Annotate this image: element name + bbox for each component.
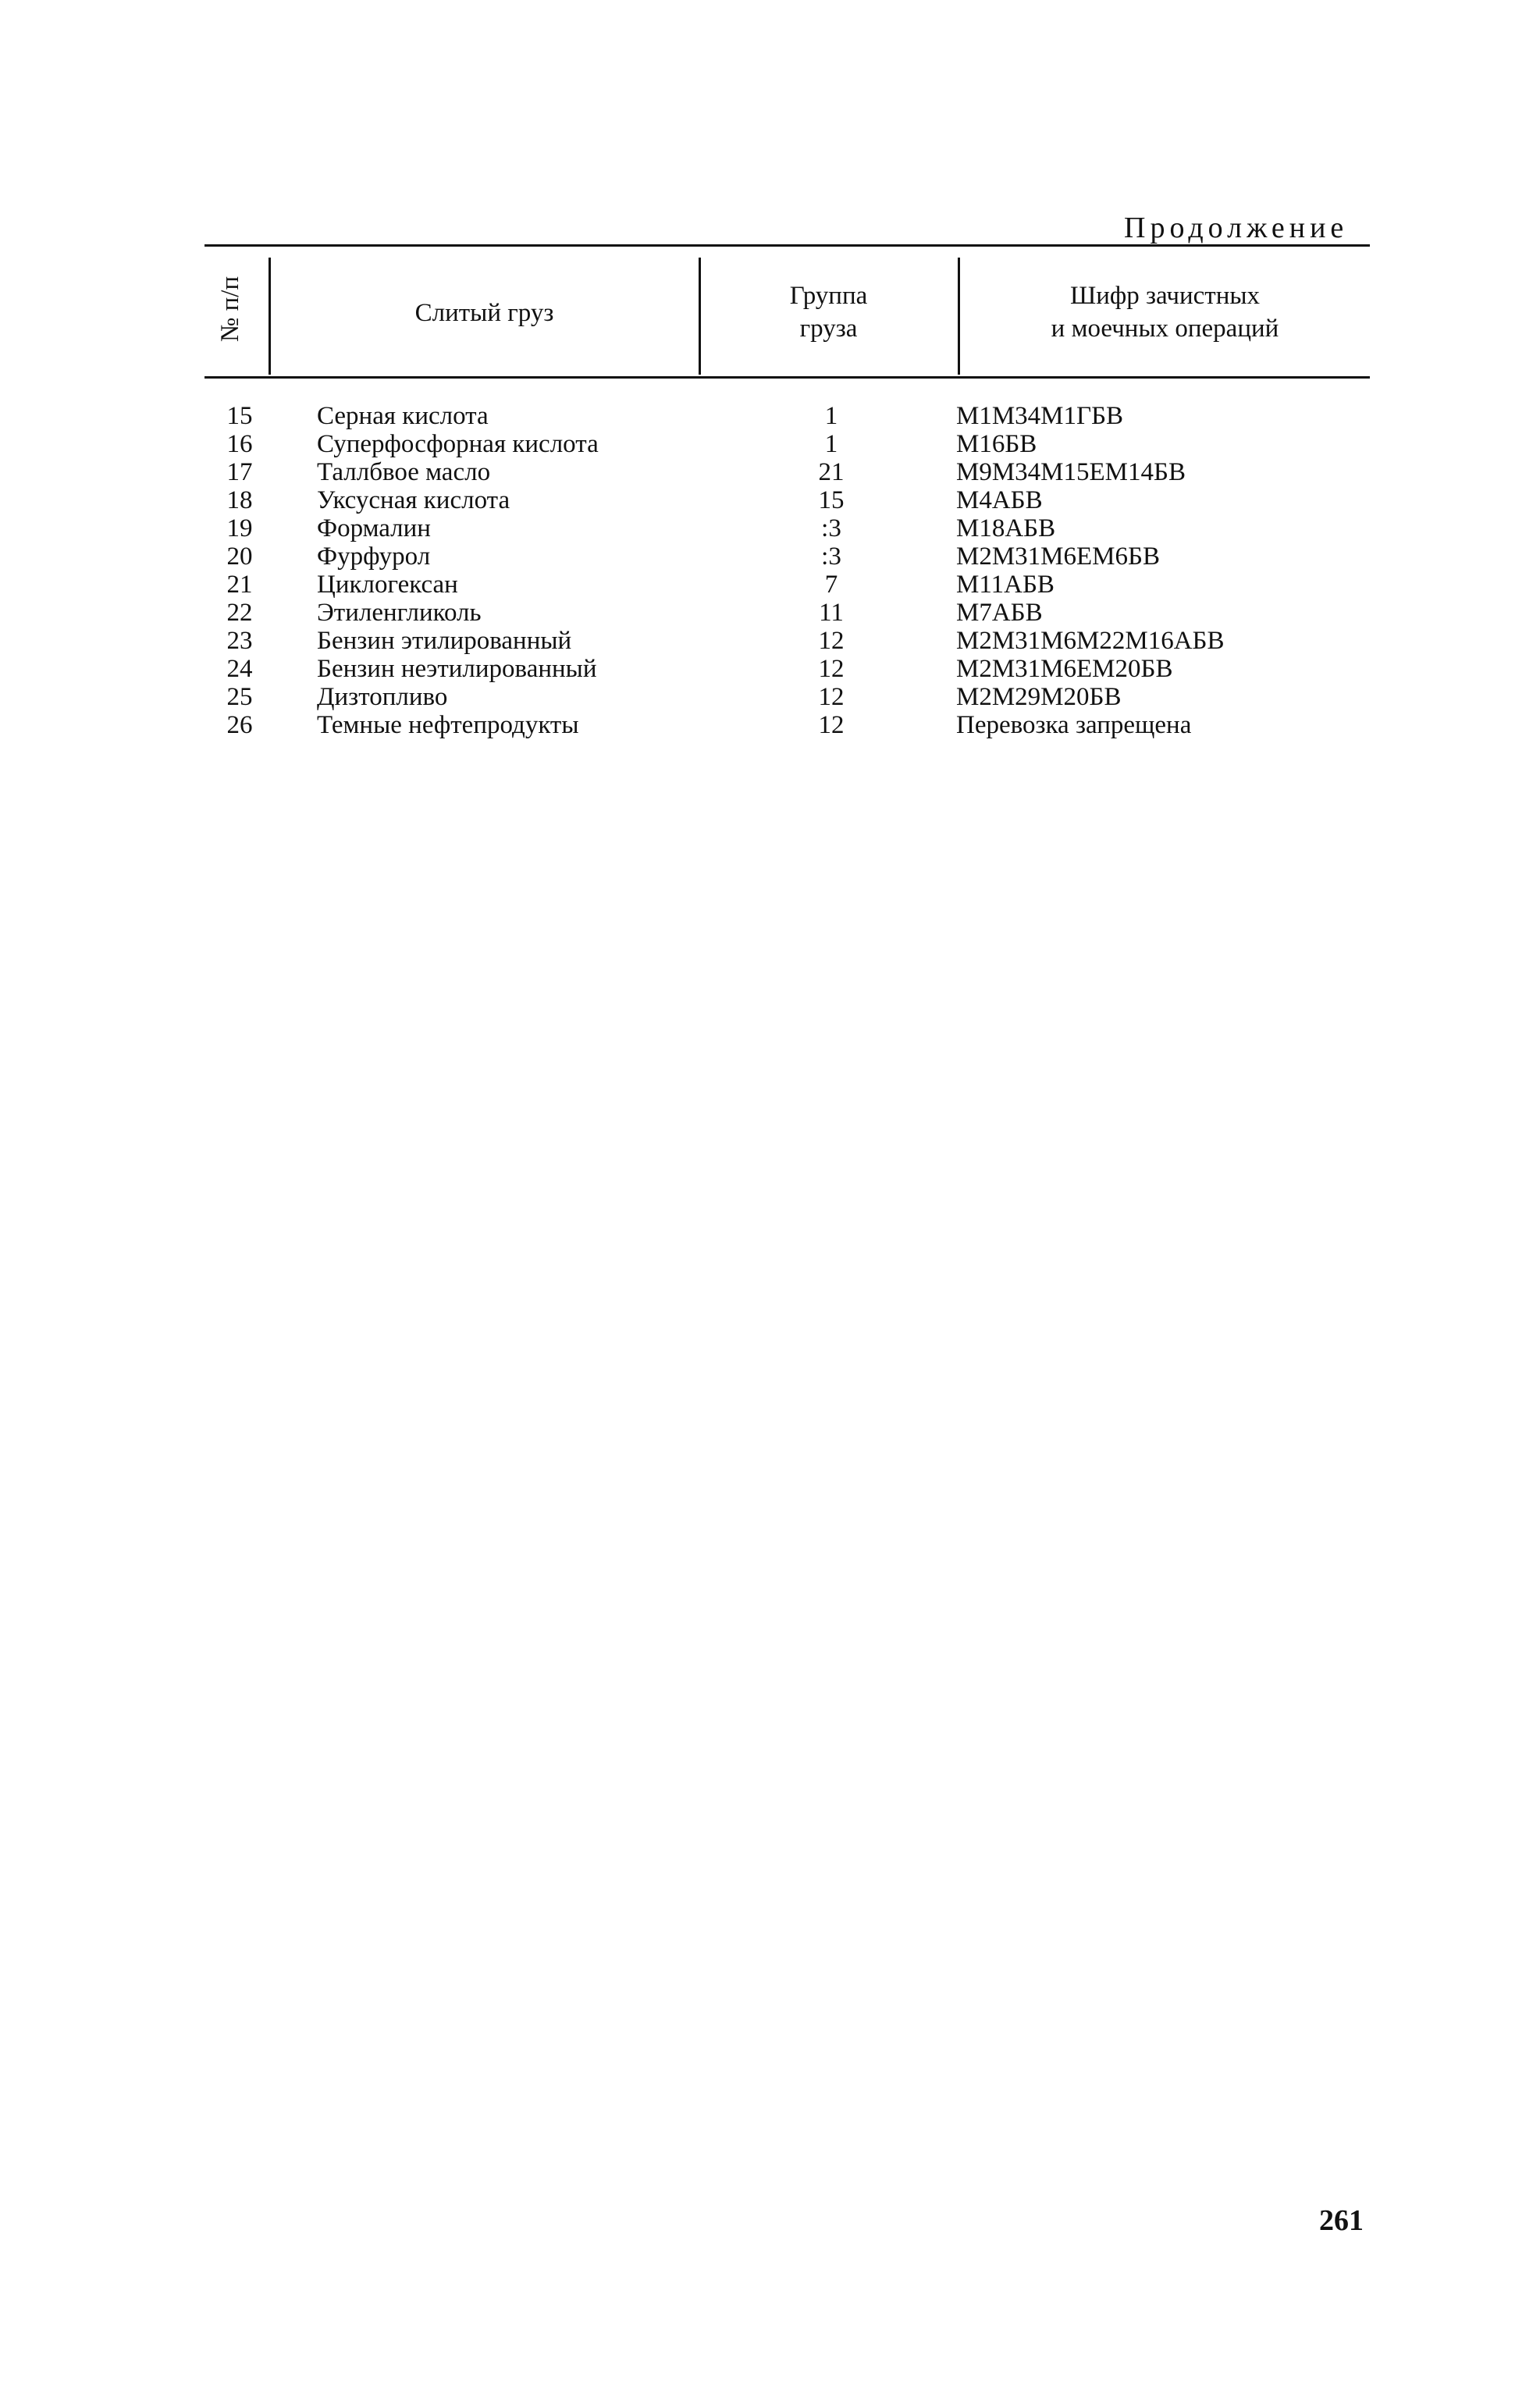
row-cargo: Темные нефтепродукты — [317, 711, 579, 739]
row-cargo: Фурфурол — [317, 542, 431, 571]
table-row — [0, 402, 1540, 430]
row-cargo: Таллбвое масло — [317, 458, 491, 486]
column-header-cargo: Слитый груз — [414, 299, 554, 327]
row-cargo: Уксусная кислота — [317, 486, 510, 514]
table-row — [0, 571, 1540, 599]
row-group: 12 — [818, 655, 845, 683]
row-number: 24 — [226, 655, 253, 683]
row-group: 7 — [824, 571, 838, 599]
row-number: 15 — [226, 402, 253, 430]
row-group: 1 — [824, 430, 838, 458]
row-code: Перевозка запрещена — [956, 711, 1192, 739]
column-header-code-line2: и моечных операций — [1051, 315, 1279, 343]
row-cargo: Дизтопливо — [317, 683, 448, 711]
row-code: М2М29М20БВ — [956, 683, 1122, 711]
row-code: М9М34М15ЕМ14БВ — [956, 458, 1186, 486]
table-top-rule — [205, 244, 1370, 247]
column-header-number: № п/п — [216, 276, 244, 343]
row-code: М2М31М6ЕМ6БВ — [956, 542, 1160, 571]
row-number: 21 — [226, 571, 253, 599]
row-number: 18 — [226, 486, 253, 514]
row-number: 25 — [226, 683, 253, 711]
row-cargo: Серная кислота — [317, 402, 489, 430]
row-code: М11АБВ — [956, 571, 1055, 599]
row-group: 21 — [818, 458, 845, 486]
row-code: М2М31М6ЕМ20БВ — [956, 655, 1173, 683]
row-group: 12 — [818, 683, 845, 711]
table-row — [0, 458, 1540, 486]
table-row — [0, 599, 1540, 627]
row-cargo: Формалин — [317, 514, 431, 542]
row-group: 11 — [819, 599, 844, 627]
row-group: 12 — [818, 711, 845, 739]
table-row — [0, 514, 1540, 542]
table-body — [0, 402, 1540, 739]
column-header-code-line1: Шифр зачистных — [1069, 282, 1261, 310]
table-row — [0, 627, 1540, 655]
table-row — [0, 430, 1540, 458]
row-group: :3 — [821, 514, 841, 542]
row-cargo: Циклогексан — [317, 571, 458, 599]
row-group: 15 — [818, 486, 845, 514]
row-code: М16БВ — [956, 430, 1037, 458]
row-number: 22 — [226, 599, 253, 627]
row-code: М4АБВ — [956, 486, 1043, 514]
row-code: М7АБВ — [956, 599, 1043, 627]
row-code: М1М34М1ГБВ — [956, 402, 1124, 430]
row-number: 19 — [226, 514, 253, 542]
row-code: М18АБВ — [956, 514, 1056, 542]
table-row — [0, 486, 1540, 514]
table-header-rule — [205, 376, 1370, 379]
row-number: 20 — [226, 542, 253, 571]
column-header-group — [701, 279, 956, 345]
table-row — [0, 711, 1540, 739]
page-number: 261 — [1319, 2204, 1364, 2237]
row-cargo: Бензин неэтилированный — [317, 655, 597, 683]
row-number: 17 — [226, 458, 253, 486]
row-group: 12 — [818, 627, 845, 655]
row-cargo: Бензин этилированный — [317, 627, 572, 655]
row-number: 23 — [226, 627, 253, 655]
table-row — [0, 683, 1540, 711]
table-row — [0, 542, 1540, 571]
column-header-group-line1: Группа — [789, 282, 868, 310]
row-cargo: Суперфосфорная кислота — [317, 430, 599, 458]
column-divider — [269, 258, 271, 375]
column-header-group-line2: груза — [799, 315, 858, 343]
table-row — [0, 655, 1540, 683]
continuation-label: Продолжение — [1124, 212, 1349, 244]
row-number: 26 — [226, 711, 253, 739]
row-group: 1 — [824, 402, 838, 430]
row-group: :3 — [821, 542, 841, 571]
column-header-code — [960, 279, 1370, 345]
row-number: 16 — [226, 430, 253, 458]
row-code: М2М31М6М22М16АБВ — [956, 627, 1225, 655]
row-cargo: Этиленгликоль — [317, 599, 482, 627]
